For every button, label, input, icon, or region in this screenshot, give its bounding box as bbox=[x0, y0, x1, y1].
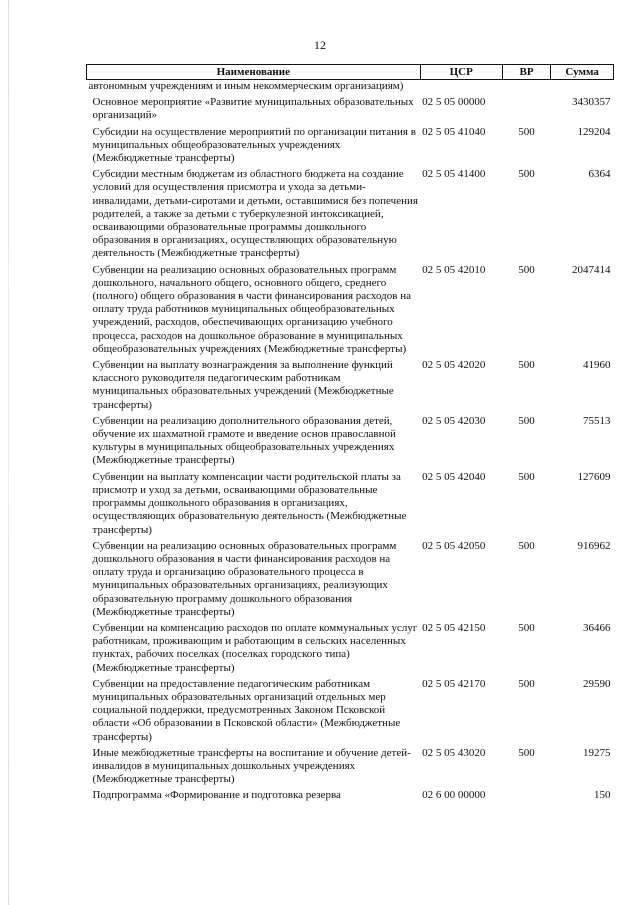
table-row bbox=[87, 678, 614, 747]
row-sum: 127609 bbox=[577, 470, 611, 483]
table-row bbox=[87, 168, 614, 263]
row-csr: 02 5 05 41040 bbox=[422, 125, 486, 138]
page-number: 12 bbox=[314, 38, 326, 52]
row-name: Субвенции на реализацию дополнительного образования детей, обучение их шахматной грамоте и введение основ православной культуры в муниципальных общеобразовательных учреждениях (Межбюджетные трансферты) bbox=[92, 414, 396, 467]
header-sum: Сумма bbox=[551, 65, 614, 80]
row-sum: 36466 bbox=[583, 621, 611, 634]
row-csr bbox=[420, 80, 502, 97]
row-sum: 75513 bbox=[583, 414, 611, 427]
row-vr: 500 bbox=[518, 414, 535, 427]
row-csr: 02 5 05 42050 bbox=[422, 539, 486, 552]
row-vr: 500 bbox=[518, 263, 535, 276]
table-row bbox=[87, 747, 614, 790]
row-name: Субсидии на осуществление мероприятий по организации питания в муниципальных общеобразовательных учреждениях (Межбюджетные трансферты) bbox=[92, 125, 416, 165]
table-row bbox=[87, 264, 614, 359]
row-vr: 500 bbox=[518, 539, 535, 552]
table-row bbox=[87, 540, 614, 622]
scan-edge-shadow bbox=[8, 0, 9, 905]
row-sum: 3430357 bbox=[572, 96, 611, 109]
row-sum: 29590 bbox=[583, 677, 611, 690]
row-csr: 02 5 05 42040 bbox=[422, 470, 486, 483]
table-row bbox=[87, 359, 614, 415]
row-csr: 02 5 05 42010 bbox=[422, 263, 486, 276]
row-csr: 02 5 05 00000 bbox=[422, 96, 486, 109]
row-vr: 500 bbox=[518, 168, 535, 181]
row-name: Субвенции на предоставление педагогическим работникам муниципальных образовательных организаций отдельных мер социальной поддержки, предусмотренных Законом Псковской области «Об образовании в Псковской области» (Межбюджетные трансферты) bbox=[92, 677, 401, 743]
row-csr: 02 5 05 42030 bbox=[422, 414, 486, 427]
table-row bbox=[87, 80, 614, 97]
row-vr: 500 bbox=[518, 746, 535, 759]
row-name: Субсидии местным бюджетам из областного бюджета на создание условий для осуществления присмотра и ухода за детьми-инвалидами, детьми-сиротами и детьми, оставшимися без попечения родителей, а также за детьми с туберкулезной интоксикацией, осваивающими образовательные программы дошкольного образования в организациях, осуществляющих образовательную деятельность (Межбюджетные трансферты) bbox=[92, 168, 418, 260]
row-vr bbox=[502, 96, 551, 125]
header-name: Наименование bbox=[87, 65, 421, 80]
row-name: Субвенции на реализацию основных образовательных программ дошкольного образования в части финансирования расходов на оплату труда и организацию образовательного процесса в муниципальных образовательных организациях, реализующих образовательную программу дошкольного образования (Межбюджетные трансферты) bbox=[92, 539, 397, 618]
row-csr: 02 6 00 00000 bbox=[422, 789, 486, 802]
row-csr: 02 5 05 41400 bbox=[422, 168, 486, 181]
table-row bbox=[87, 622, 614, 678]
table-header-row bbox=[87, 65, 614, 80]
row-name: Субвенции на компенсацию расходов по оплате коммунальных услуг работникам, проживающим и работающим в сельских населенных пунктах, рабочих поселках (поселках городского типа) (Межбюджетные трансферты) bbox=[92, 621, 418, 674]
row-vr: 500 bbox=[518, 621, 535, 634]
budget-table bbox=[86, 64, 614, 806]
header-vr: ВР bbox=[502, 65, 551, 80]
row-csr: 02 5 05 42020 bbox=[422, 359, 486, 372]
row-csr: 02 5 05 43020 bbox=[422, 746, 486, 759]
row-sum: 150 bbox=[594, 789, 611, 802]
row-name: Субвенции на выплату компенсации части родительской платы за присмотр и уход за детьми, осваивающими образовательные программы дошкольного образования в организациях, осуществляющих образовательную деятельность (Межбюджетные трансферты) bbox=[92, 470, 407, 536]
row-sum: 6364 bbox=[588, 168, 611, 181]
table-row bbox=[87, 415, 614, 471]
row-sum: 19275 bbox=[583, 746, 611, 759]
row-sum: 41960 bbox=[583, 359, 611, 372]
row-sum bbox=[551, 80, 614, 97]
row-vr: 500 bbox=[518, 125, 535, 138]
table-row bbox=[87, 789, 614, 805]
row-sum: 129204 bbox=[577, 125, 611, 138]
table-row bbox=[87, 471, 614, 540]
row-vr: 500 bbox=[518, 677, 535, 690]
row-csr: 02 5 05 42150 bbox=[422, 621, 486, 634]
row-name: Подпрограмма «Формирование и подготовка резерва bbox=[92, 789, 341, 802]
row-name: Основное мероприятие «Развитие муниципальных образовательных организаций» bbox=[92, 96, 414, 122]
row-vr: 500 bbox=[518, 359, 535, 372]
row-sum: 916962 bbox=[577, 539, 611, 552]
row-vr bbox=[502, 80, 551, 97]
row-name: Субвенции на выплату вознаграждения за выполнение функций классного руководителя педагогическим работникам муниципальных образовательных учреждений (Межбюджетные трансферты) bbox=[92, 359, 394, 411]
row-csr: 02 5 05 42170 bbox=[422, 677, 486, 690]
row-sum: 2047414 bbox=[572, 263, 611, 276]
row-name: Субвенции на реализацию основных образовательных программ дошкольного, начального общего, основного общего, среднего (полного) общего образования в части финансирования расходов на оплату труда работников муниципальных общеобразовательных учреждений, расходов, обеспечивающих организацию учебного процесса, расходов на дошкольное образование в муниципальных общеобразовательных учреждениях (Межбюджетные трансферты) bbox=[92, 263, 411, 355]
table-row bbox=[87, 126, 614, 169]
row-vr bbox=[502, 789, 551, 805]
row-name: Иные межбюджетные трансферты на воспитание и обучение детей-инвалидов в муниципальных дошкольных учреждениях (Межбюджетные трансферты) bbox=[92, 746, 411, 786]
header-csr: ЦСР bbox=[420, 65, 502, 80]
table-row bbox=[87, 96, 614, 125]
row-vr: 500 bbox=[518, 470, 535, 483]
row-name: автономным учреждениям и иным некоммерческим организациям) bbox=[88, 80, 404, 92]
